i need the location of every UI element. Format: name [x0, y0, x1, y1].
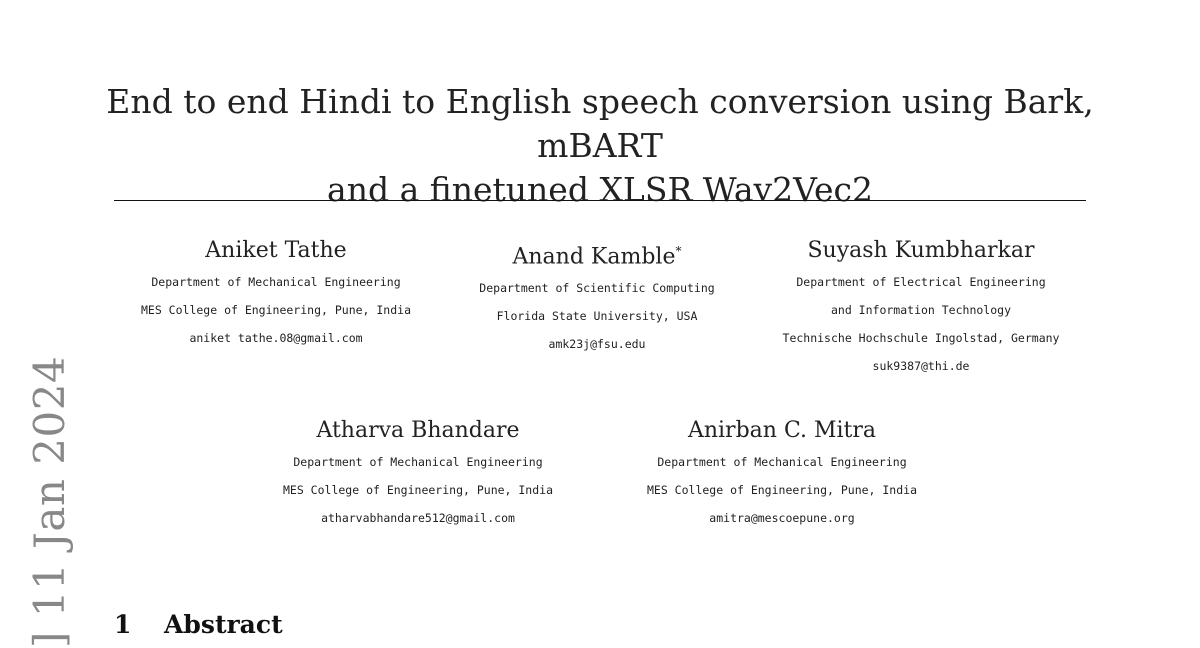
author-block [762, 236, 1080, 380]
author-name: Anirban C. Mitra [687, 418, 877, 443]
author-institution: Technische Hochschule Ingolstad, Germany [782, 331, 1060, 345]
author-department-cont: and Information Technology [830, 303, 1011, 317]
paper-title-line-1: End to end Hindi to English speech conversion using Bark, mBART [106, 82, 1094, 165]
arxiv-date-stamp: ] 11 Jan 2024 [25, 355, 74, 648]
author-name: Aniket Tathe [205, 238, 347, 263]
author-department: Department of Scientific Computing [479, 281, 715, 296]
author-email[interactable]: atharvabhandare512@gmail.com [321, 511, 515, 525]
section-heading [114, 608, 283, 642]
author-email[interactable]: amitra@mescoepune.org [709, 511, 855, 525]
author-department: Department of Mechanical Engineering [293, 455, 543, 469]
author-email[interactable]: aniket tathe.08@gmail.com [189, 331, 363, 345]
corresponding-author-marker: * [675, 244, 682, 258]
author-name: Anand Kamble* [512, 244, 682, 270]
author-block [622, 416, 942, 532]
author-department: Department of Mechanical Engineering [151, 275, 401, 289]
author-name: Suyash Kumbharkar [807, 238, 1035, 263]
author-department: Department of Mechanical Engineering [657, 455, 907, 469]
section-number: 1 [114, 610, 132, 639]
author-institution: MES College of Engineering, Pune, India [140, 303, 412, 317]
author-email[interactable]: suk9387@thi.de [872, 359, 970, 373]
author-institution: MES College of Engineering, Pune, India [646, 483, 918, 497]
author-block [116, 236, 436, 352]
author-block [258, 416, 578, 532]
author-department: Department of Electrical Engineering [796, 275, 1046, 289]
author-institution: Florida State University, USA [496, 309, 698, 324]
paper-title-line-2: and a finetuned XLSR Wav2Vec2 [327, 170, 873, 209]
section-title: Abstract [164, 610, 283, 639]
paper-title [100, 80, 1100, 212]
author-name: Atharva Bhandare [316, 418, 520, 443]
author-institution: MES College of Engineering, Pune, India [282, 483, 554, 497]
title-rule [114, 200, 1086, 201]
author-block [440, 236, 754, 358]
author-email[interactable]: amk23j@fsu.edu [548, 337, 646, 352]
